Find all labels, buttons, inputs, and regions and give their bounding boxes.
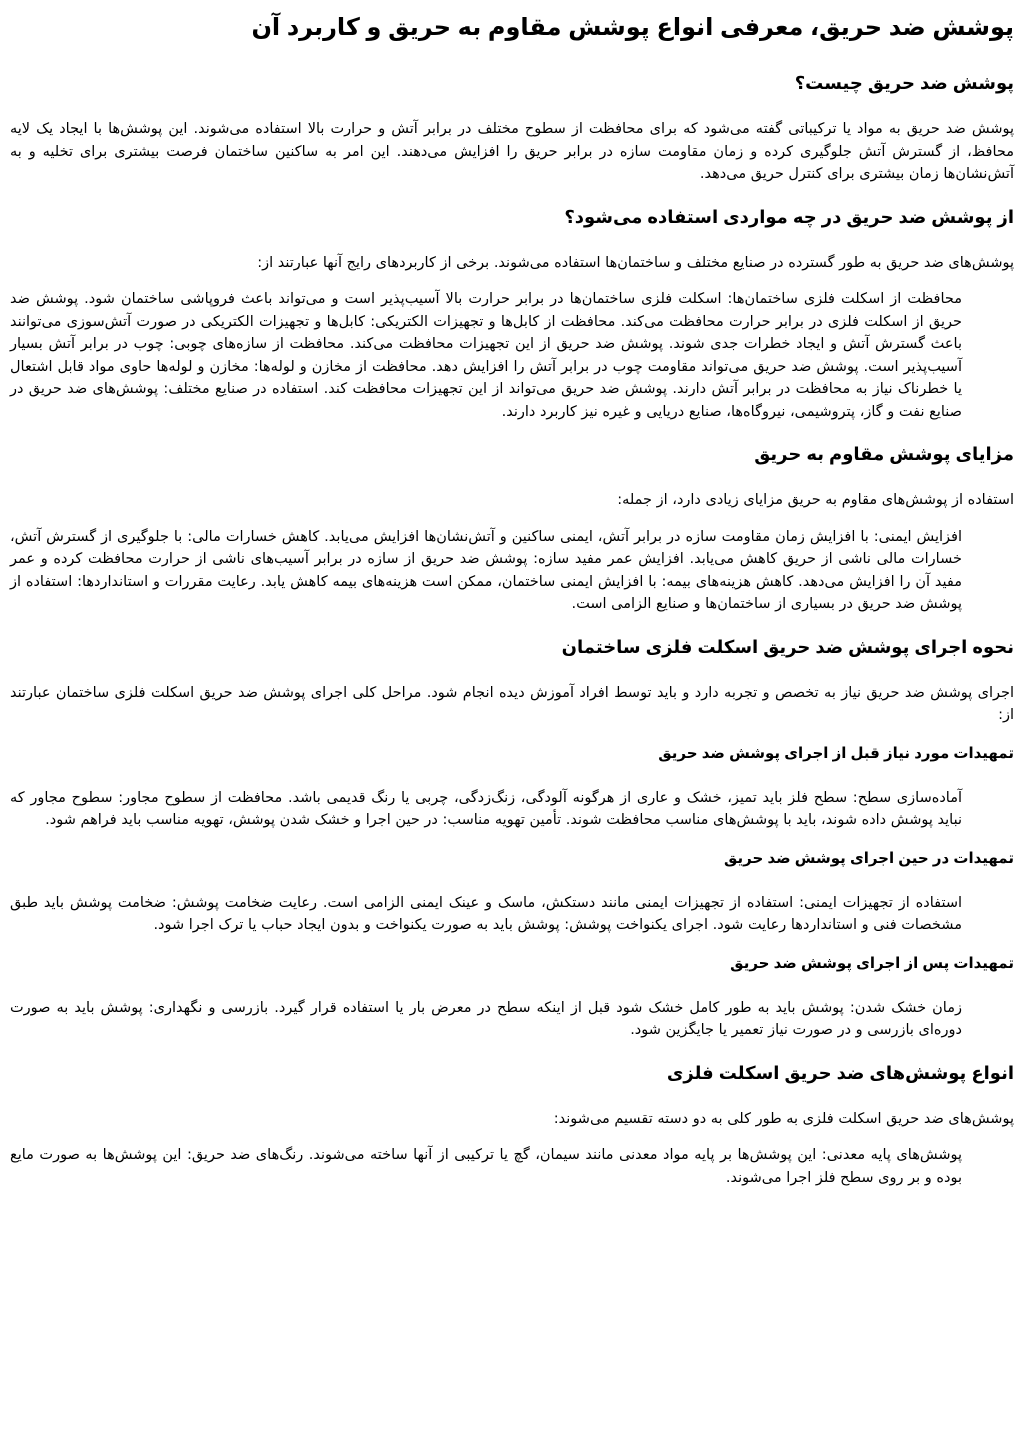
subsection-heading: تمهیدات پس از اجرای پوشش ضد حریق xyxy=(730,954,1014,972)
section-paragraph: اجرای پوشش ضد حریق نیاز به تخصص و تجربه دارد و باید توسط افراد آموزش دیده انجام شود. مراحل کلی اجرای پوشش ضد حریق اسکلت فلزی ساختمان عبارتند از: xyxy=(10,684,1014,723)
section-execution xyxy=(10,634,1014,1042)
section-types xyxy=(10,1060,1014,1190)
section-paragraph: پوشش‌های ضد حریق اسکلت فلزی به طور کلی به دو دسته تقسیم می‌شوند: xyxy=(553,1110,1014,1127)
section-heading: مزایای پوشش مقاوم به حریق xyxy=(754,444,1014,464)
section-paragraph: استفاده از پوشش‌های مقاوم به حریق مزایای زیادی دارد، از جمله: xyxy=(617,492,1014,508)
list-item: زمان خشک شدن: پوشش باید به طور کامل خشک شود قبل از اینکه سطح در معرض بار یا استفاده قرار گیرد. بازرسی و نگهداری: پوشش باید به صورت دوره‌ای بازرسی و در صورت نیاز تعمیر یا جایگزین شود. xyxy=(10,999,962,1038)
section-paragraph: پوشش ضد حریق به مواد یا ترکیباتی گفته می‌شود که برای محافظت از سطوح مختلف در برابر آتش و حرارت بالا استفاده می‌شوند. این پوشش‌ها با ایجاد یک لایه محافظ، از گسترش آتش جلوگیری کرده و زمان مقاومت سازه در برابر حریق را افزایش می‌دهند. این امر به ساکنین ساختمان فرصت بیشتری برای تخلیه و به آتش‌نشان‌ها زمان بیشتری برای کنترل حریق می‌دهد. xyxy=(10,121,1014,182)
list-item: استفاده از تجهیزات ایمنی: استفاده از تجهیزات ایمنی مانند دستکش، ماسک و عینک ایمنی الزامی است. رعایت ضخامت پوشش: ضخامت پوشش باید طبق مشخصات فنی و استانداردها رعایت شود. اجرای یکنواخت پوشش: پوشش باید به صورت یکنواخت و بدون ایجاد حباب یا ترک اجرا شود. xyxy=(10,894,962,933)
section-heading: نحوه اجرای پوشش ضد حریق اسکلت فلزی ساختمان xyxy=(561,636,1014,657)
types-list xyxy=(10,1144,1014,1189)
section-heading: پوشش ضد حریق چیست؟ xyxy=(794,73,1014,93)
page-title: پوشش ضد حریق، معرفی انواع پوشش مقاوم به حریق و کاربرد آن xyxy=(251,14,1014,41)
subsection-heading: تمهیدات در حین اجرای پوشش ضد حریق xyxy=(724,849,1014,867)
before-list xyxy=(10,787,1014,832)
after-list xyxy=(10,997,1014,1042)
section-heading: انواع پوشش‌های ضد حریق اسکلت فلزی xyxy=(666,1062,1014,1083)
section-what-is xyxy=(10,70,1014,186)
list-item: آماده‌سازی سطح: سطح فلز باید تمیز، خشک و عاری از هرگونه آلودگی، زنگ‌زدگی، چربی یا رنگ قدیمی باشد. محافظت از سطوح مجاور: سطوح مجاور که نباید پوشش داده شوند، باید با پوشش‌های مناسب محافظت شوند. تأمین تهویه مناسب: در حین اجرا و خشک شدن پوشش، تهویه مناسب باید فراهم شود. xyxy=(10,789,962,828)
list-item: محافظت از اسکلت فلزی ساختمان‌ها: اسکلت فلزی ساختمان‌ها در برابر حرارت بالا آسیب‌پذیر است و می‌تواند باعث فروپاشی ساختمان شود. پوشش ضد حریق از اسکلت فلزی در برابر حرارت محافظت می‌کند. محافظت از کابل‌ها و تجهیزات الکتریکی: کابل‌ها و تجهیزات الکتریکی در صورت آتش‌سوزی می‌توانند باعث گسترش آتش و ایجاد خطرات جدی شوند. پوشش ضد حریق از این تجهیزات محافظت می‌کند. محافظت از سازه‌های چوبی: چوب در برابر آتش بسیار آسیب‌پذیر است. پوشش ضد حریق می‌تواند مقاومت چوب در برابر آتش را افزایش دهد. محافظت از مخازن و لوله‌ها: مخازن و لوله‌ها حاوی مواد قابل اشتعال یا خطرناک نیاز به محافظت در برابر آتش دارند. پوشش ضد حریق می‌تواند از این تجهیزات محافظت کند. استفاده در صنایع مختلف: پوشش‌های ضد حریق در صنایع نفت و گاز، پتروشیمی، نیروگاه‌ها، صنایع دریایی و غیره نیز کاربرد دارند. xyxy=(10,291,962,420)
list-item: پوشش‌های پایه معدنی: این پوشش‌ها بر پایه مواد معدنی مانند سیمان، گچ یا ترکیبی از آنها ساخته می‌شوند. رنگ‌های ضد حریق: این پوشش‌ها به صورت مایع بوده و بر روی سطح فلز اجرا می‌شوند. xyxy=(10,1147,962,1186)
section-paragraph: پوشش‌های ضد حریق به طور گسترده در صنایع مختلف و ساختمان‌ها استفاده می‌شوند. برخی از کاربردهای رایج آنها عبارتند از: xyxy=(257,254,1014,271)
uses-list xyxy=(10,288,1014,423)
section-advantages xyxy=(10,441,1014,616)
section-heading: از پوشش ضد حریق در چه مواردی استفاده می‌شود؟ xyxy=(564,206,1014,227)
subsection-heading: تمهیدات مورد نیاز قبل از اجرای پوشش ضد حریق xyxy=(658,744,1014,762)
during-list xyxy=(10,892,1014,937)
advantages-list xyxy=(10,526,1014,616)
list-item: افزایش ایمنی: با افزایش زمان مقاومت سازه در برابر آتش، ایمنی ساکنین و آتش‌نشان‌ها افزایش می‌یابد. کاهش خسارات مالی: با جلوگیری از گسترش آتش، خسارات مالی ناشی از حریق کاهش می‌یابد. افزایش عمر مفید سازه: پوشش ضد حریق از سازه در برابر آسیب‌های ناشی از حرارت محافظت کرده و عمر مفید آن را افزایش می‌دهد. کاهش هزینه‌های بیمه: با افزایش ایمنی ساختمان، ممکن است هزینه‌های بیمه کاهش یابد. رعایت مقررات و استانداردها: استفاده از پوشش ضد حریق در بسیاری از ساختمان‌ها و صنایع الزامی است. xyxy=(10,528,962,612)
section-uses xyxy=(10,204,1014,424)
